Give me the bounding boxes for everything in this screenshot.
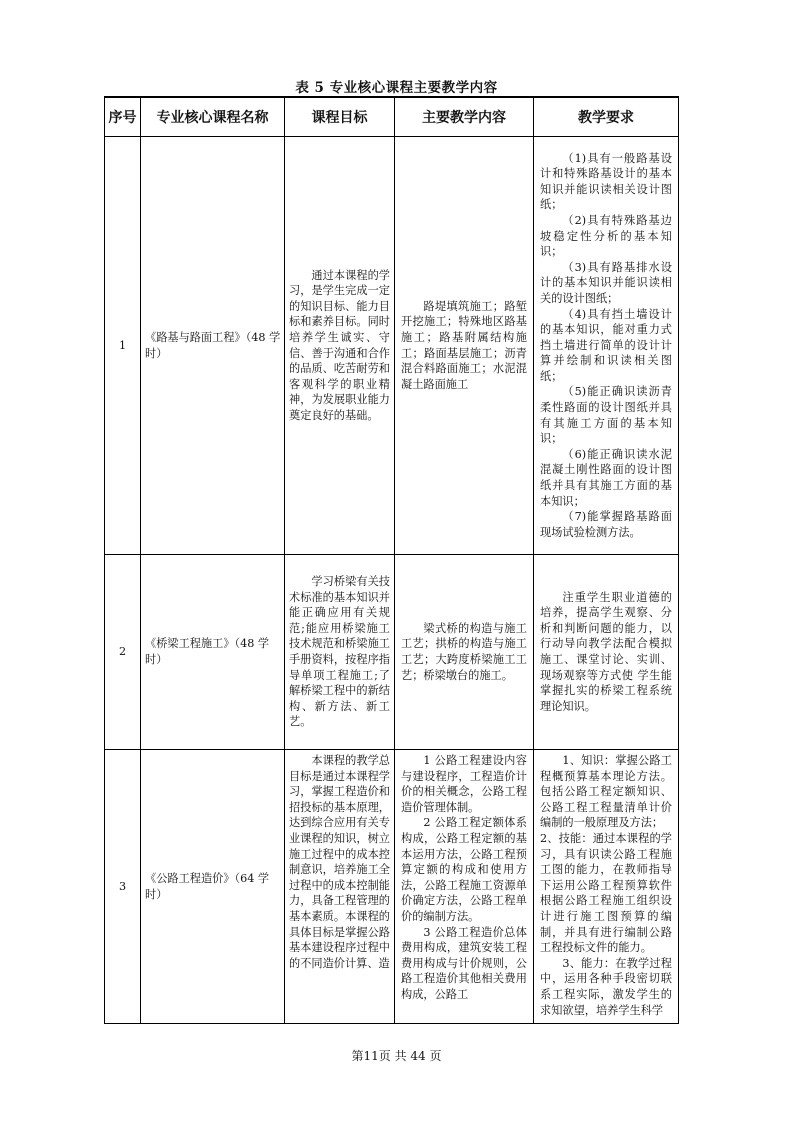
req-item: （3)具有路基排水设计的基本知识并能识读相关的设计图纸； <box>540 260 672 305</box>
content-text: 3 公路工程造价总体费用构成，建筑安装工程费用构成与计价规则，公路工程造价其他相关费用构成，公路工 <box>401 925 527 1001</box>
goal-text: 学习桥梁有关技术标准的基本知识并能正确应用有关规范;能应用桥梁施工技术规范和桥梁施工手册资料，按程序指导单项工程施工;了解桥梁工程中的新结构、新方法、新工艺。 <box>289 575 390 729</box>
table-header-row <box>105 97 679 137</box>
row-seq: 2 <box>105 555 141 750</box>
core-course-table <box>104 96 679 1024</box>
teaching-requirement <box>534 750 679 1024</box>
course-name: 《路基与路面工程》（48 学时） <box>141 137 285 555</box>
req-item: （4)具有挡土墙设计的基本知识，能对重力式挡土墙进行简单的设计计算并绘制和识读相关图纸； <box>540 307 672 383</box>
req-item: （7)能掌握路基路面现场试验检测方法。 <box>540 510 672 539</box>
table-title: 表 5 专业核心课程主要教学内容 <box>295 80 498 96</box>
course-goal <box>285 137 395 555</box>
course-name: 《桥梁工程施工》（48 学时） <box>141 555 285 750</box>
teaching-content <box>395 750 534 1024</box>
teaching-content <box>395 137 534 555</box>
req-item: （1)具有一般路基设计和特殊路基设计的基本知识并能识读相关设计图纸； <box>540 151 672 212</box>
header-requirement: 教学要求 <box>534 97 679 137</box>
req-item: 注重学生职业道德的培养，提高学生观察、分析和判断问题的能力，以行动导向教学法配合模拟施工、课堂讨论、实训、现场观察等方式使 学生能掌握扎实的桥梁工程系统理论知识。 <box>540 590 672 713</box>
req-item: （5)能正确识读沥青柔性路面的设计图纸并具有其施工方面的基本知识； <box>540 385 672 446</box>
row-seq: 1 <box>105 137 141 555</box>
course-goal <box>285 750 395 1024</box>
teaching-requirement <box>534 137 679 555</box>
row-seq: 3 <box>105 750 141 1024</box>
table-row <box>105 137 679 555</box>
teaching-requirement <box>534 555 679 750</box>
content-text: 2 公路工程定额体系构成，公路工程定额的基本运用方法，公路工程预算定额的构成和使用方法，公路工程施工资源单价确定方法，公路工程单价的编制方法。 <box>401 816 527 923</box>
req-item: 2、技能：通过本课程的学习，具有识读公路工程施工图的能力，在教师指导下运用公路工程预算软件根据公路工程施工组织设计进行施工图预算的编制，并具有进行编制公路工程投标文件的能力。 <box>540 831 672 955</box>
header-seq: 序号 <box>105 97 141 137</box>
req-item: （6)能正确识读水泥混凝土刚性路面的设计图纸并具有其施工方面的基本知识； <box>540 447 672 508</box>
header-goal: 课程目标 <box>285 97 395 137</box>
header-content: 主要教学内容 <box>395 97 534 137</box>
table-row <box>105 750 679 1024</box>
header-course-name: 专业核心课程名称 <box>141 97 285 137</box>
course-goal <box>285 555 395 750</box>
page-footer: 第11页 共 44 页 <box>351 1049 442 1063</box>
course-name: 《公路工程造价》（64 学时） <box>141 750 285 1024</box>
req-item: 3、能力：在教学过程中，运用各种手段密切联系工程实际，激发学生的求知欲望，培养学生科学 <box>540 956 672 1017</box>
goal-text: 本课程的教学总目标是通过本课程学习，掌握工程造价和招投标的基本原理，达到综合应用有关专业课程的知识，树立施工过程中的成本控制意识，培养施工全过程中的成本控制能力，具备工程管理的基本素质。本课程的具体目标是掌握公路基本建设程序过程中的不同造价计算、造 <box>289 754 390 970</box>
teaching-content <box>395 555 534 750</box>
content-text: 梁式桥的构造与施工工艺；拱桥的构造与施工工艺；大跨度桥梁施工工艺；桥梁墩台的施工。 <box>401 621 527 682</box>
table-row <box>105 555 679 750</box>
req-item: （2)具有特殊路基边坡稳定性分析的基本知识； <box>540 213 672 259</box>
content-text: 路堤填筑施工；路堑开挖施工；特殊地区路基施工；路基附属结构施工；路面基层施工；沥青混合料路面施工；水泥混凝土路面施工 <box>401 299 527 391</box>
req-item: 1、知识：掌握公路工程概预算基本理论方法。包括公路工程定额知识、公路工程工程量清单计价编制的一般原理及方法； <box>540 754 672 830</box>
goal-text: 通过本课程的学习，是学生完成一定的知识目标、能力目标和素养目标。同时培养学生诚实、守信、善于沟通和合作的品质、吃苦耐劳和客观科学的职业精神，为发展职业能力奠定良好的基础。 <box>289 268 390 422</box>
content-text: 1 公路工程建设内容与建设程序，工程造价计价的相关概念，公路工程造价管理体制。 <box>401 754 527 814</box>
